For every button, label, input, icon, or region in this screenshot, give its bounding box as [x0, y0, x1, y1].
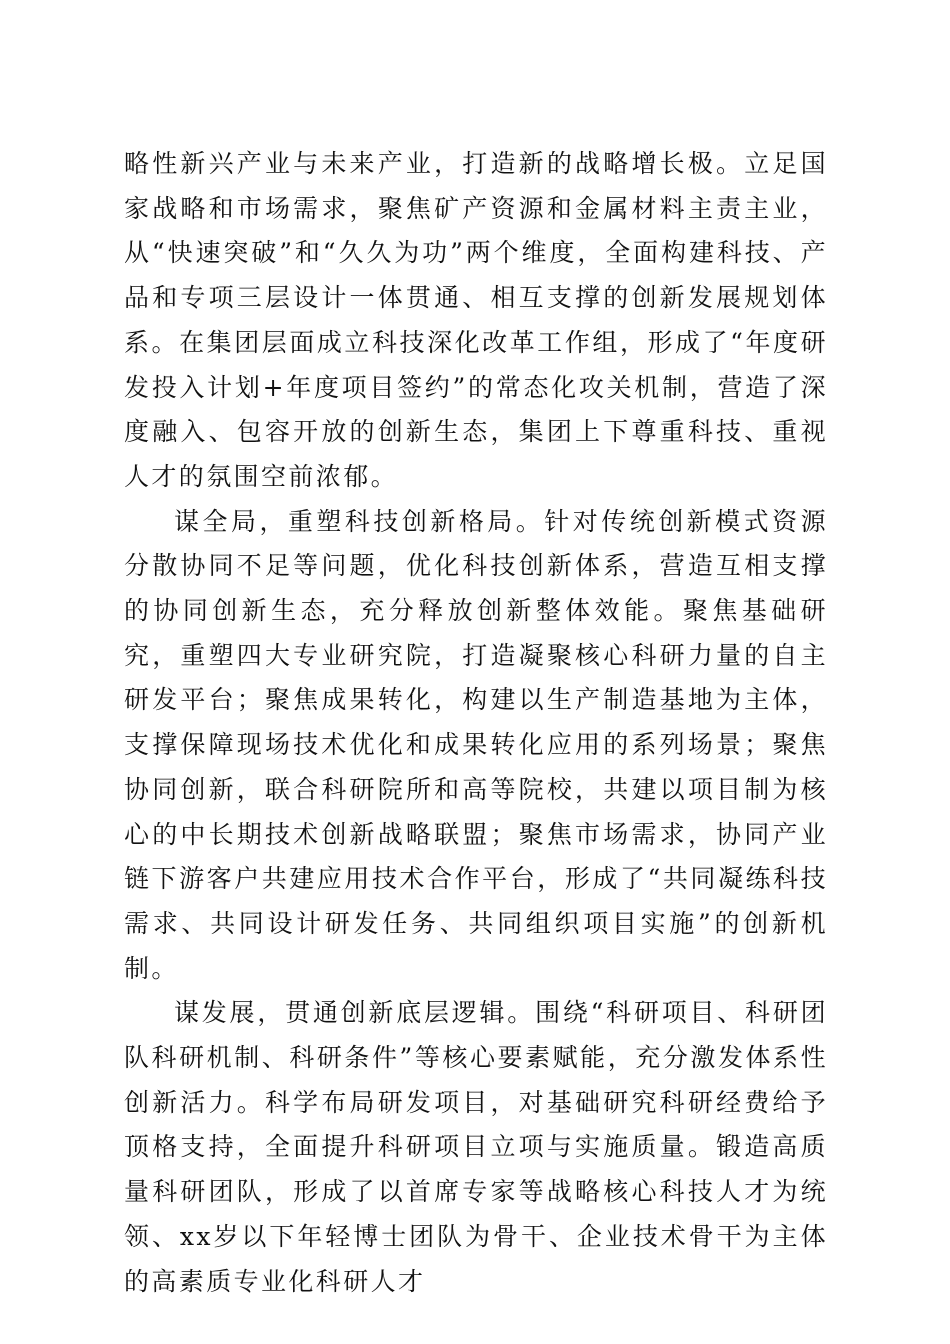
- document-body: [124, 142, 828, 1304]
- paragraph-continued-strategy: 略性新兴产业与未来产业，打造新的战略增长极。立足国家战略和市场需求，聚焦矿产资源和金属材料主责主业，从“快速突破”和“久久为功”两个维度，全面构建科技、产品和专项三层设计一体贯通、相互支撑的创新发展规划体系。在集团层面成立科技深化改革工作组，形成了“年度研发投入计划+年度项目签约”的常态化攻关机制，营造了深度融入、包容开放的创新生态，集团上下尊重科技、重视人才的氛围空前浓郁。: [124, 149, 828, 491]
- paragraph-development: 谋发展，贯通创新底层逻辑。围绕“科研项目、科研团队科研机制、科研条件”等核心要素赋能，充分激发体系性创新活力。科学布局研发项目，对基础研究科研经费给予顶格支持，全面提升科研项目立项与实施质量。锻造高质量科研团队，形成了以首席专家等战略核心科技人才为统领、xx岁以下年轻博士团队为骨干、企业技术骨干为主体的高素质专业化科研人才: [124, 998, 828, 1296]
- paragraph-overall-planning: 谋全局，重塑科技创新格局。针对传统创新模式资源分散协同不足等问题，优化科技创新体系，营造互相支撑的协同创新生态，充分释放创新整体效能。聚焦基础研究，重塑四大专业研究院，打造凝聚核心科研力量的自主研发平台；聚焦成果转化，构建以生产制造基地为主体，支撑保障现场技术优化和成果转化应用的系列场景；聚焦协同创新，联合科研院所和高等院校，共建以项目制为核心的中长期技术创新战略联盟；聚焦市场需求，协同产业链下游客户共建应用技术合作平台，形成了“共同凝练科技需求、共同设计研发任务、共同组织项目实施”的创新机制。: [124, 506, 828, 983]
